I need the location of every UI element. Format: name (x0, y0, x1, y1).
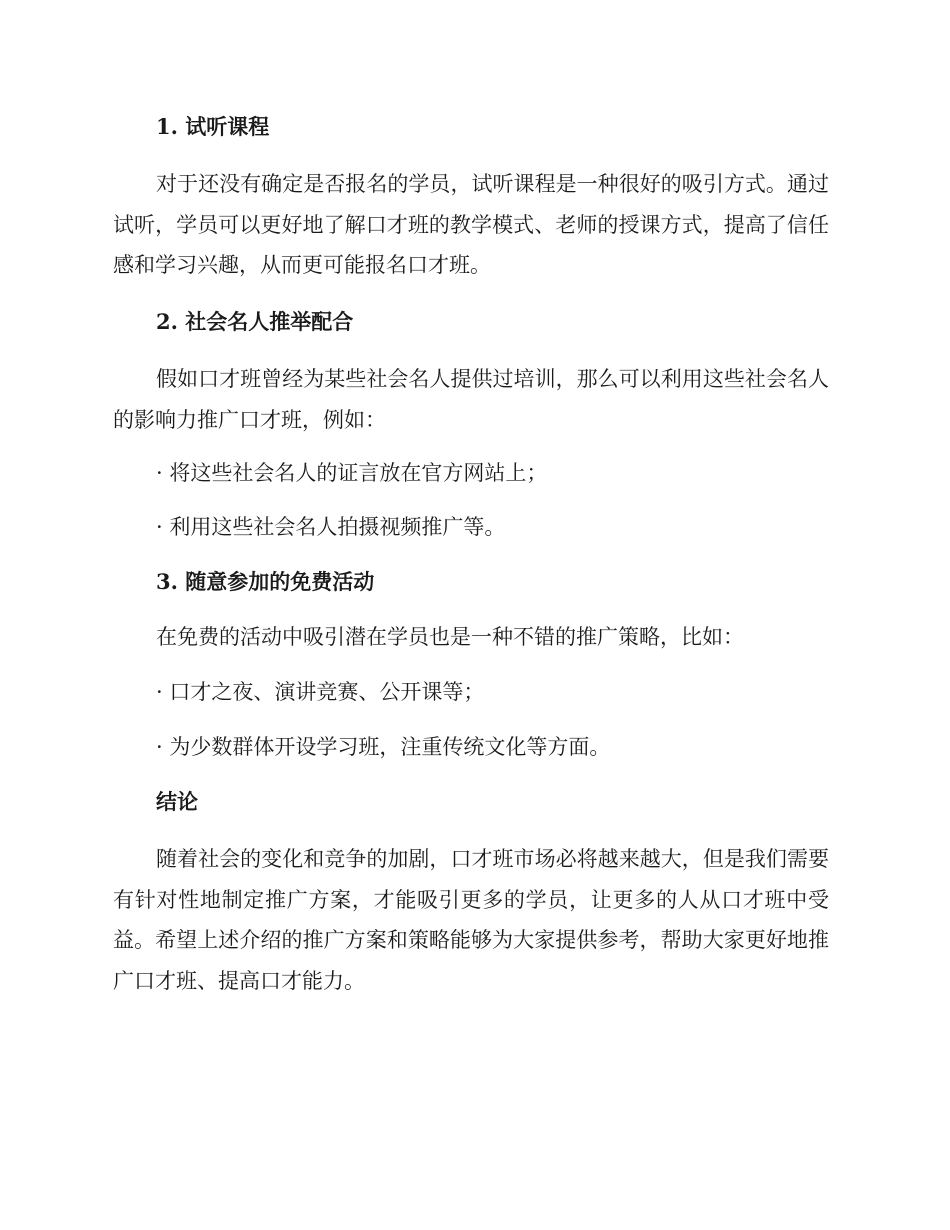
bullet-item: · 将这些社会名人的证言放在官方网站上； (156, 461, 548, 485)
section-heading: 1. 试听课程 (156, 114, 270, 139)
section-heading: 结论 (156, 789, 198, 814)
section-heading: 2. 社会名人推举配合 (156, 309, 354, 334)
bullet-item: · 利用这些社会名人拍摄视频推广等。 (156, 515, 506, 539)
section-paragraph: 在免费的活动中吸引潜在学员也是一种不错的推广策略，比如： (156, 625, 744, 649)
section-heading: 3. 随意参加的免费活动 (156, 569, 375, 594)
section-paragraph: 随着社会的变化和竞争的加剧，口才班市场必将越来越大，但是我们需要有针对性地制定推广方案，才能吸引更多的学员，让更多的人从口才班中受益。希望上述介绍的推广方案和策略能够为大家提供参考，帮助大家更好地推广口才班、提高口才能力。 (113, 847, 829, 993)
section-paragraph: 假如口才班曾经为某些社会名人提供过培训，那么可以利用这些社会名人的影响力推广口才班，例如： (113, 367, 829, 432)
bullet-item: · 口才之夜、演讲竞赛、公开课等； (156, 680, 485, 704)
bullet-item: · 为少数群体开设学习班，注重传统文化等方面。 (156, 735, 611, 759)
section-paragraph: 对于还没有确定是否报名的学员，试听课程是一种很好的吸引方式。通过试听，学员可以更好地了解口才班的教学模式、老师的授课方式，提高了信任感和学习兴趣，从而更可能报名口才班。 (113, 172, 829, 277)
